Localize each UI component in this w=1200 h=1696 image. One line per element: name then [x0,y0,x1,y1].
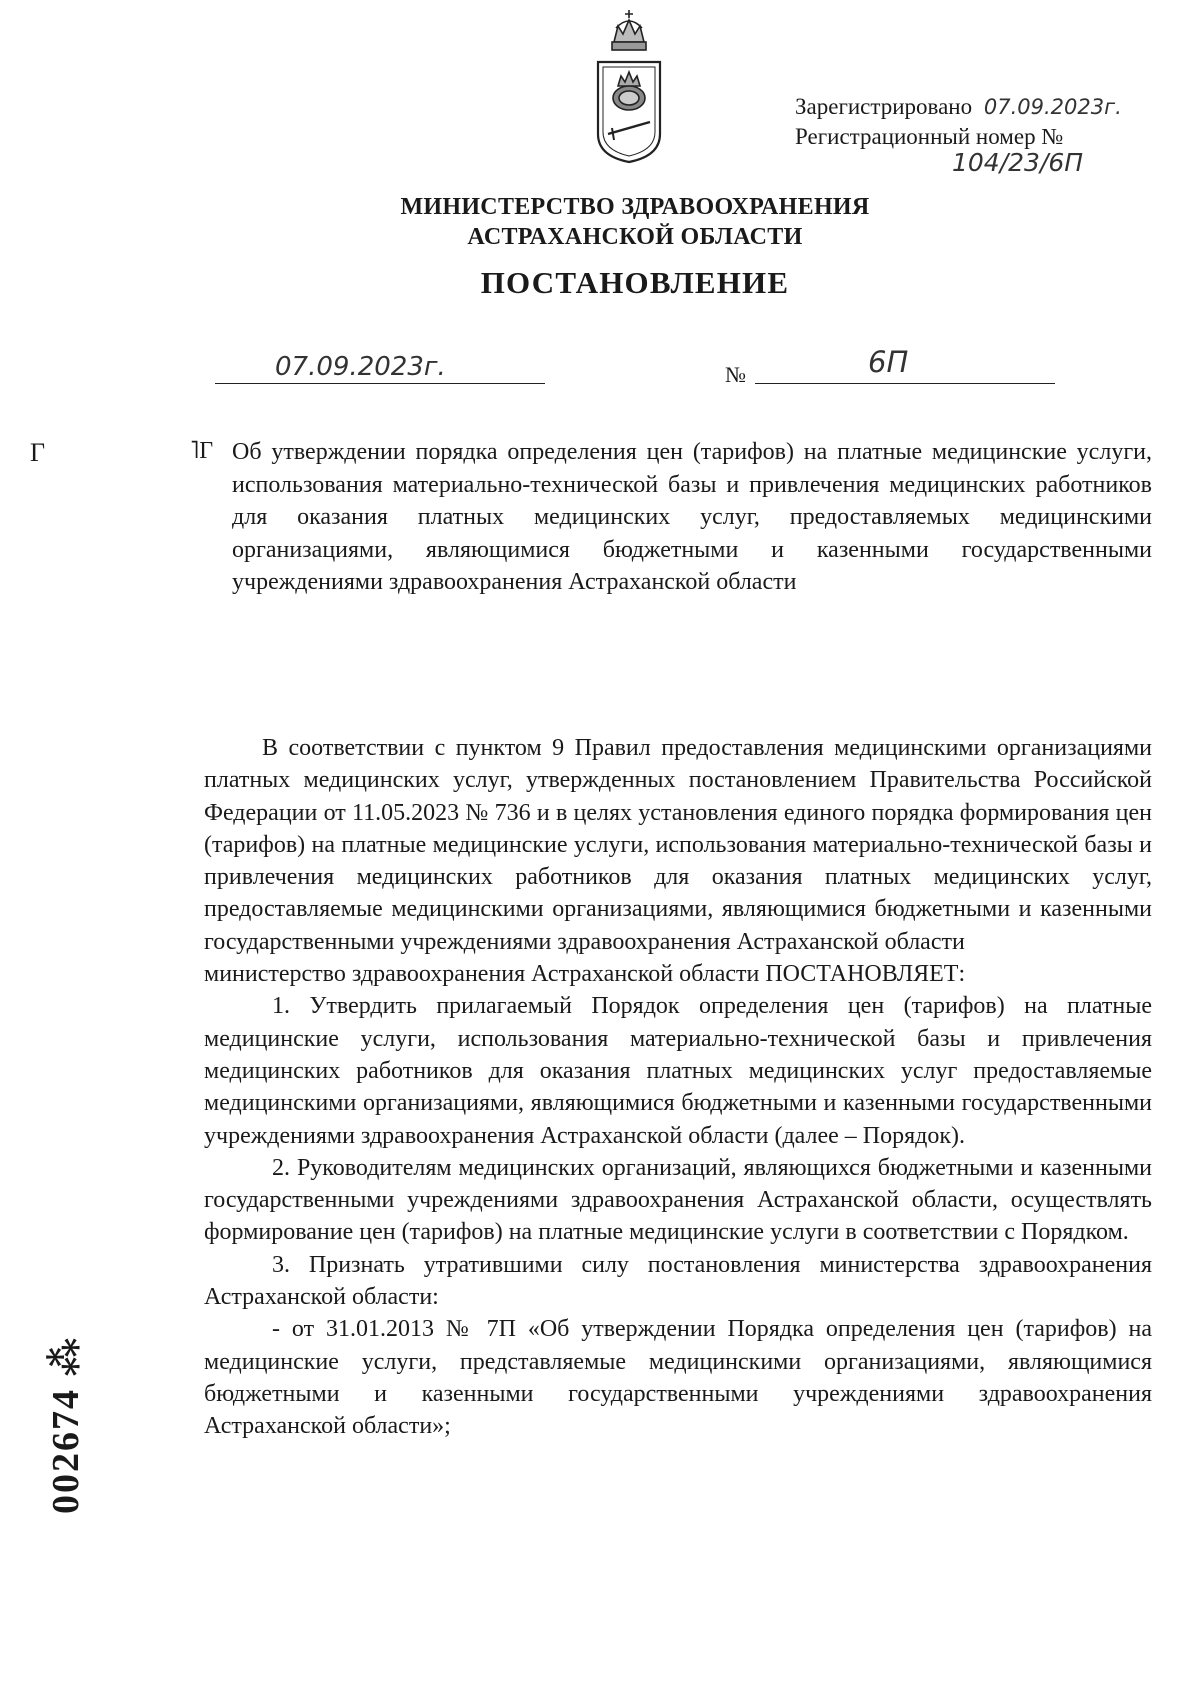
document-subject: Об утверждении порядка определения цен (тарифов) на платные медицинские услуги, использования материально-технической базы и привлечения медицинских работников для оказания платных медицинских услуг, предоставляемых медицинскими организациями, являющимися бюджетными и казенными государственными учреждениями здравоохранения Астраханской области [232,439,1152,595]
number-sign: № [725,362,746,387]
registration-date-handwritten: 07.09.2023г. [983,95,1122,119]
ministry-name-line2: АСТРАХАНСКОЙ ОБЛАСТИ [467,224,803,250]
item-3-subitem-1-paragraph: - от 31.01.2013 № 7П «Об утверждении Порядка определения цен (тарифов) на медицинские услуги, представляемые медицинскими организациями, являющимися бюджетными и казенными государственными учреждениями здравоохранения Астраханской области»; [204,1316,1152,1440]
registration-block [795,92,1122,152]
serial-number-text: 002674 ⁂ [45,1335,87,1514]
item-2-paragraph: 2. Руководителям медицинских организаций, являющихся бюджетными и казенными государственными учреждениями здравоохранения Астраханской области, осуществлять формирование цен (тарифов) на платные медицинские услуги в соответствии с Порядком. [204,1154,1152,1246]
registration-line [795,92,1122,122]
document-number-handwritten: 6П [868,345,909,379]
number-underline [755,382,1055,384]
preamble-paragraph: В соответствии с пунктом 9 Правил предоставления медицинскими организациями платных медицинских услуг, утвержденных постановлением Правительства Российской Федерации от 11.05.2023 № 736 и в целях установления единого порядка формирования цен (тарифов) на платные медицинские услуги, использования материально-технической базы и привлечения медицинских работников для оказания платных медицинских услуг, предоставляемые медицинскими организациями, являющимися бюджетными и казенными государственными учреждениями здравоохранения Астраханской области [204,735,1152,955]
item-3-paragraph: 3. Признать утратившими силу постановления министерства здравоохранения Астраханской области: [204,1251,1152,1311]
document-body [204,732,1152,1443]
ministry-name-line1: МИНИСТЕРСТВО ЗДРАВООХРАНЕНИЯ [400,194,870,220]
coat-of-arms-emblem [590,8,668,168]
ministry-name [0,192,1200,252]
left-corner-mark: Г [30,438,46,467]
document-date-handwritten: 07.09.2023г. [275,352,446,382]
serial-number-stamp [42,1335,87,1526]
date-underline [215,382,545,384]
item-1-paragraph: 1. Утвердить прилагаемый Порядок определения цен (тарифов) на платные медицинские услуги, использования материально-технической базы и привлечения медицинских работников для оказания платных медицинских услуг предоставляемые медицинскими организациями, являющимися бюджетными и казенными государственными учреждениями здравоохранения Астраханской области (далее – Порядок). [204,993,1152,1149]
resolution-line: министерство здравоохранения Астраханской области ПОСТАНОВЛЯЕТ: [204,961,966,988]
registration-label: Зарегистрировано [795,94,973,119]
document-type-title: ПОСТАНОВЛЕНИЕ [480,265,790,300]
registration-number-label: Регистрационный номер № [795,124,1064,149]
subject-bracket-mark: ˥Г [190,438,214,464]
registration-number-handwritten: 104/23/6П [952,148,1084,177]
